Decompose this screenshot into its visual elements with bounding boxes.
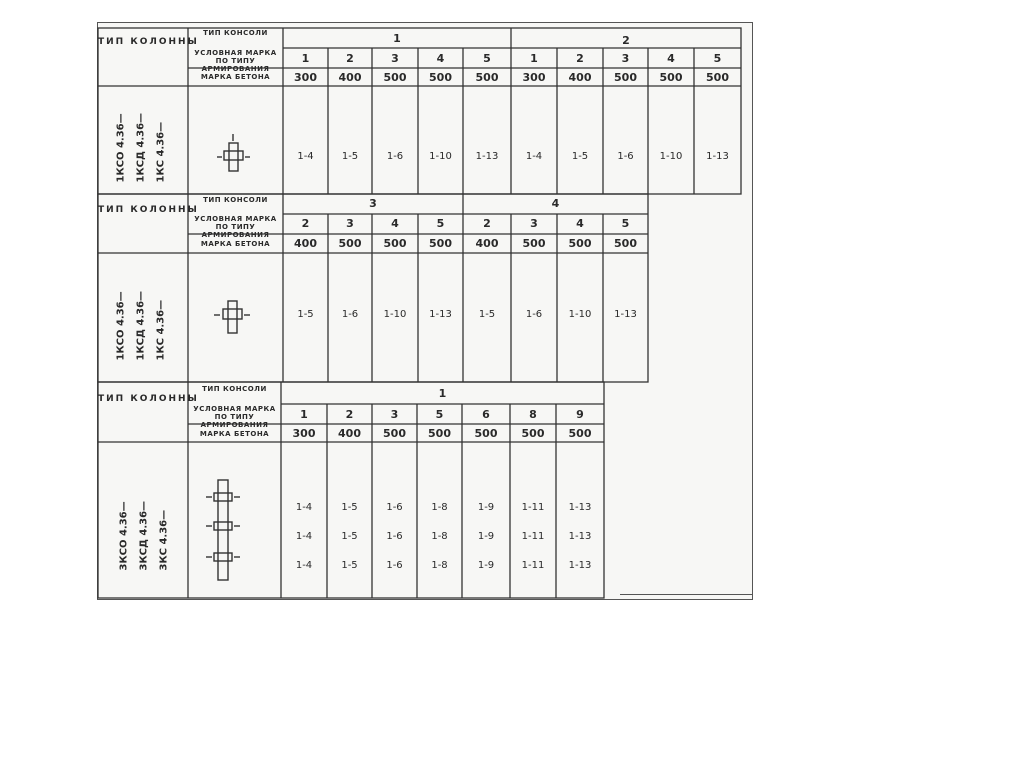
value-cell: 1-4 bbox=[295, 560, 313, 571]
value-cell: 1-5 bbox=[571, 151, 589, 162]
value-cell: 1-13 bbox=[614, 309, 637, 320]
value-cell: 1-4 bbox=[525, 151, 543, 162]
reinforcement-mark-cell: 8 bbox=[529, 408, 537, 421]
concrete-grade-cell: 300 bbox=[292, 427, 316, 440]
value-cell: 1-4 bbox=[295, 502, 313, 513]
column-name: 1КСД 4.36— bbox=[135, 112, 147, 183]
value-cell: 1-13 bbox=[429, 309, 452, 320]
value-cell: 1-6 bbox=[617, 151, 634, 162]
reinforcement-mark-cell: 1 bbox=[530, 52, 538, 65]
reinforcement-mark-cell: 4 bbox=[391, 217, 399, 230]
value-cell: 1-5 bbox=[297, 309, 314, 320]
reinforcement-mark-cell: 5 bbox=[621, 217, 630, 230]
concrete-grade-cell: 400 bbox=[475, 237, 499, 250]
concrete-grade-cell: 400 bbox=[568, 71, 592, 84]
column-name: 1КСД 4.36— bbox=[135, 290, 147, 361]
concrete-grade-cell: 500 bbox=[338, 237, 362, 250]
concrete-grade-cell: 500 bbox=[521, 427, 545, 440]
reinforcement-mark-cell: 4 bbox=[576, 217, 584, 230]
concrete-grade-cell: 500 bbox=[383, 427, 406, 440]
column-name: 1КСО 4.36— bbox=[115, 113, 127, 183]
column-name: 1КС 4.36— bbox=[155, 299, 167, 361]
reinforcement-mark-cell: 3 bbox=[390, 408, 399, 421]
value-cell: 1-6 bbox=[341, 309, 359, 320]
concrete-grade-cell: 500 bbox=[383, 71, 407, 84]
reinforcement-mark-cell: 2 bbox=[346, 52, 354, 65]
concrete-grade-cell: 500 bbox=[429, 237, 452, 250]
column-section-icon bbox=[206, 480, 240, 580]
reinforcement-mark-cell: 3 bbox=[621, 52, 630, 65]
console-group: 2 bbox=[622, 34, 630, 47]
concrete-grade-cell: 500 bbox=[659, 71, 683, 84]
concrete-grade-cell: 400 bbox=[294, 237, 317, 250]
concrete-grade-cell: 500 bbox=[429, 71, 452, 84]
value-cell: 1-13 bbox=[706, 151, 729, 162]
value-cell: 1-6 bbox=[386, 531, 403, 542]
value-cell: 1-10 bbox=[568, 309, 592, 320]
concrete-grade-cell: 300 bbox=[522, 71, 546, 84]
value-cell: 1-10 bbox=[429, 151, 452, 162]
reinforcement-mark-cell: 5 bbox=[483, 52, 491, 65]
concrete-grade-cell: 500 bbox=[474, 427, 498, 440]
console-type-label: ТИП КОНСОЛИ bbox=[202, 385, 267, 393]
console-group: 1 bbox=[438, 387, 447, 400]
value-cell: 1-13 bbox=[568, 560, 592, 571]
column-name: 1КСО 4.36— bbox=[115, 291, 127, 361]
value-cell: 1-4 bbox=[297, 151, 314, 162]
reinforcement-mark-cell: 4 bbox=[436, 52, 445, 65]
concrete-label: МАРКА БЕТОНА bbox=[199, 430, 270, 438]
column-name: 1КС 4.36— bbox=[155, 121, 167, 183]
value-cell: 1-9 bbox=[477, 531, 495, 542]
reinforcement-label: УСЛОВНАЯ МАРКА ПО ТИПУ АРМИРОВАНИЯ bbox=[194, 215, 277, 239]
column-type-label: ТИП КОЛОННЫ bbox=[98, 37, 199, 47]
column-name: 3КСО 4.36— bbox=[118, 501, 130, 571]
column-name: 3КСД 4.36— bbox=[138, 500, 150, 571]
concrete-grade-cell: 400 bbox=[338, 71, 362, 84]
concrete-grade-cell: 500 bbox=[428, 427, 451, 440]
reinforcement-mark-cell: 2 bbox=[301, 217, 310, 230]
reinforcement-label: УСЛОВНАЯ МАРКА ПО ТИПУ АРМИРОВАНИЯ bbox=[193, 405, 276, 429]
value-cell: 1-8 bbox=[431, 531, 448, 542]
value-cell: 1-6 bbox=[525, 309, 543, 320]
concrete-grade-cell: 500 bbox=[383, 237, 407, 250]
value-cell: 1-13 bbox=[568, 531, 592, 542]
reinforcement-mark-cell: 5 bbox=[713, 52, 722, 65]
reinforcement-mark-cell: 9 bbox=[576, 408, 584, 421]
reinforcement-mark-cell: 2 bbox=[483, 217, 491, 230]
reinforcement-mark-cell: 6 bbox=[482, 408, 490, 421]
reinforcement-mark-cell: 5 bbox=[435, 408, 444, 421]
value-cell: 1-10 bbox=[659, 151, 683, 162]
concrete-grade-cell: 500 bbox=[475, 71, 499, 84]
value-cell: 1-11 bbox=[521, 502, 545, 513]
value-cell: 1-8 bbox=[431, 560, 448, 571]
reinforcement-label: УСЛОВНАЯ МАРКА ПО ТИПУ АРМИРОВАНИЯ bbox=[194, 49, 277, 73]
value-cell: 1-6 bbox=[386, 151, 404, 162]
reinforcement-mark-cell: 1 bbox=[301, 52, 310, 65]
value-cell: 1-5 bbox=[341, 531, 358, 542]
value-cell: 1-6 bbox=[386, 502, 403, 513]
concrete-grade-cell: 500 bbox=[522, 237, 546, 250]
concrete-grade-cell: 500 bbox=[614, 71, 637, 84]
console-type-label: ТИП КОНСОЛИ bbox=[203, 29, 268, 37]
console-group: 3 bbox=[369, 197, 377, 210]
concrete-label: МАРКА БЕТОНА bbox=[200, 240, 271, 248]
concrete-grade-cell: 500 bbox=[614, 237, 637, 250]
reinforcement-mark-cell: 3 bbox=[391, 52, 399, 65]
reinforcement-mark-cell: 2 bbox=[576, 52, 584, 65]
concrete-grade-cell: 500 bbox=[568, 237, 592, 250]
column-section-icon bbox=[217, 134, 250, 171]
value-cell: 1-10 bbox=[383, 309, 407, 320]
concrete-grade-cell: 400 bbox=[338, 427, 361, 440]
console-type-label: ТИП КОНСОЛИ bbox=[203, 196, 268, 204]
concrete-label: МАРКА БЕТОНА bbox=[200, 73, 271, 81]
reinforcement-mark-cell: 4 bbox=[667, 52, 675, 65]
column-type-label: ТИП КОЛОННЫ bbox=[98, 205, 199, 215]
reinforcement-mark-cell: 1 bbox=[300, 408, 308, 421]
reinforcement-mark-cell: 3 bbox=[530, 217, 538, 230]
value-cell: 1-13 bbox=[475, 151, 499, 162]
value-cell: 1-5 bbox=[341, 151, 359, 162]
concrete-grade-cell: 500 bbox=[706, 71, 729, 84]
value-cell: 1-5 bbox=[341, 502, 358, 513]
value-cell: 1-6 bbox=[386, 560, 403, 571]
column-name: 3КС 4.36— bbox=[158, 509, 170, 571]
column-section-icon bbox=[214, 301, 250, 333]
console-group: 1 bbox=[393, 32, 401, 45]
value-cell: 1-9 bbox=[477, 502, 495, 513]
reinforcement-mark-cell: 2 bbox=[345, 408, 354, 421]
console-group: 4 bbox=[551, 197, 560, 210]
reinforcement-mark-cell: 3 bbox=[346, 217, 354, 230]
value-cell: 1-4 bbox=[295, 531, 313, 542]
reinforcement-mark-cell: 5 bbox=[436, 217, 445, 230]
value-cell: 1-8 bbox=[431, 502, 448, 513]
column-type-label: ТИП КОЛОННЫ bbox=[98, 394, 199, 404]
value-cell: 1-9 bbox=[477, 560, 495, 571]
concrete-grade-cell: 500 bbox=[568, 427, 592, 440]
concrete-grade-cell: 300 bbox=[294, 71, 317, 84]
value-cell: 1-5 bbox=[478, 309, 496, 320]
value-cell: 1-11 bbox=[521, 531, 545, 542]
value-cell: 1-5 bbox=[341, 560, 358, 571]
value-cell: 1-11 bbox=[521, 560, 545, 571]
value-cell: 1-13 bbox=[568, 502, 592, 513]
